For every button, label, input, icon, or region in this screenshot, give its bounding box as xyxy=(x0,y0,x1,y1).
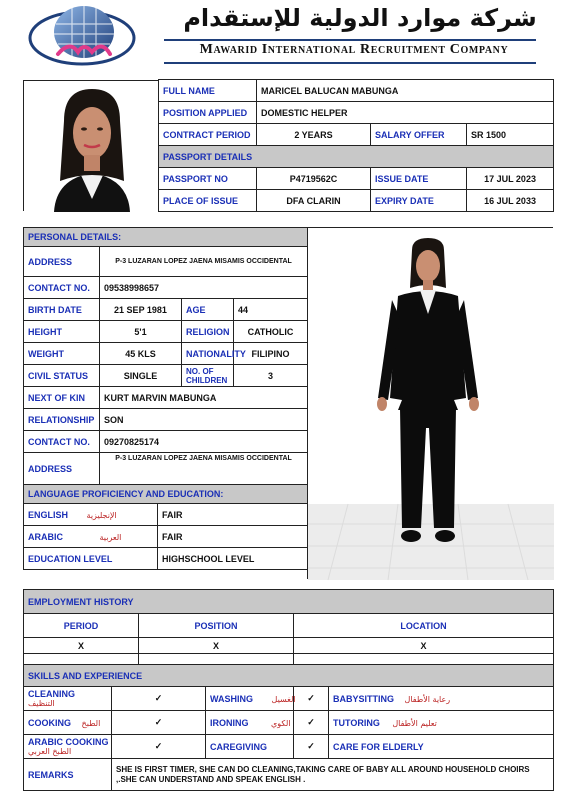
salary-value: SR 1500 xyxy=(467,124,554,146)
period-value: X xyxy=(24,638,139,654)
birth-date-label: BIRTH DATE xyxy=(24,299,100,321)
civil-status-label: CIVIL STATUS xyxy=(24,365,100,387)
cleaning-label: CLEANING xyxy=(28,688,75,699)
babysitting-arabic-label: رعاية الأطفال xyxy=(404,694,451,704)
tutoring-arabic-label: تعليم الأطفال xyxy=(392,718,437,728)
language-section-header: LANGUAGE PROFICIENCY AND EDUCATION: xyxy=(24,485,308,504)
babysitting-label-cell xyxy=(329,687,554,711)
arabic-cooking-arabic-label: الطبخ العربي xyxy=(28,746,72,756)
position-header: POSITION xyxy=(139,614,294,638)
issue-date-value: 17 JUL 2023 xyxy=(467,168,554,190)
children-value: 3 xyxy=(234,365,308,387)
english-level: FAIR xyxy=(158,504,308,526)
ironing-arabic-label: الكوي xyxy=(271,718,291,728)
full-name-label: FULL NAME xyxy=(159,80,257,102)
position-value: X xyxy=(139,638,294,654)
skills-section-header: SKILLS AND EXPERIENCE xyxy=(24,665,554,687)
passport-no-value: P4719562C xyxy=(257,168,371,190)
location-value: X xyxy=(294,638,554,654)
nationality-value: FILIPINO xyxy=(234,343,308,365)
salary-label: SALARY OFFER xyxy=(371,124,467,146)
cleaning-label-cell xyxy=(24,687,112,711)
tutoring-label-cell xyxy=(329,711,554,735)
tutoring-label: TUTORING xyxy=(333,717,380,728)
arabic-cooking-label: ARABIC COOKING xyxy=(28,736,109,747)
company-name-english: Mawarid International Recruitment Company xyxy=(199,42,509,57)
arabic-cooking-check: ✓ xyxy=(112,735,206,759)
passport-no-label: PASSPORT NO xyxy=(159,168,257,190)
period-header: PERIOD xyxy=(24,614,139,638)
english-label: ENGLISH xyxy=(28,509,69,520)
age-value: 44 xyxy=(234,299,308,321)
cooking-arabic-label: الطبخ xyxy=(81,718,101,728)
employment-blank-cell xyxy=(24,654,139,665)
applicant-info-table xyxy=(158,79,554,212)
caregiving-check: ✓ xyxy=(294,735,329,759)
full-body-photo xyxy=(307,227,553,579)
cooking-label-cell xyxy=(24,711,112,735)
contract-label: CONTRACT PERIOD xyxy=(159,124,257,146)
birth-date-value: 21 SEP 1981 xyxy=(100,299,182,321)
ironing-check: ✓ xyxy=(294,711,329,735)
kin-address-value: P-3 LUZARAN LOPEZ JAENA MISAMIS OCCIDENTAL xyxy=(100,453,308,485)
washing-arabic-label: الغسيل xyxy=(271,694,296,704)
personal-section-header: PERSONAL DETAILS: xyxy=(24,228,308,247)
place-of-issue-value: DFA CLARIN xyxy=(257,190,371,212)
washing-label-cell xyxy=(206,687,294,711)
age-label: AGE xyxy=(182,299,234,321)
kin-contact-value: 09270825174 xyxy=(100,431,308,453)
remarks-label: REMARKS xyxy=(24,759,112,791)
full-name-value: MARICEL BALUCAN MABUNGA xyxy=(257,80,554,102)
weight-label: WEIGHT xyxy=(24,343,100,365)
cleaning-check: ✓ xyxy=(112,687,206,711)
employment-blank-cell xyxy=(294,654,554,665)
expiry-date-value: 16 JUL 2033 xyxy=(467,190,554,212)
religion-value: CATHOLIC xyxy=(234,321,308,343)
kin-contact-label: CONTACT NO. xyxy=(24,431,100,453)
arabic-level: FAIR xyxy=(158,526,308,548)
address-label: ADDRESS xyxy=(24,247,100,277)
washing-label: WASHING xyxy=(210,693,254,704)
education-value: HIGHSCHOOL LEVEL xyxy=(158,548,308,570)
ironing-label-cell xyxy=(206,711,294,735)
babysitting-label: BABYSITTING xyxy=(333,693,395,704)
next-of-kin-value: KURT MARVIN MABUNGA xyxy=(100,387,308,409)
contract-value: 2 YEARS xyxy=(257,124,371,146)
height-value: 5'1 xyxy=(100,321,182,343)
arabic-label-cell xyxy=(24,526,158,548)
children-label: NO. OF CHILDREN xyxy=(182,365,234,387)
kin-address-label: ADDRESS xyxy=(24,453,100,485)
elderly-care-label: CARE FOR ELDERLY xyxy=(329,735,554,759)
arabic-label: ARABIC xyxy=(28,531,63,542)
arabic-cooking-label-cell xyxy=(24,735,112,759)
english-label-cell xyxy=(24,504,158,526)
remarks-value: SHE IS FIRST TIMER, SHE CAN DO CLEANING,TAKING CARE OF BABY ALL AROUND HOUSEHOLD CHOIRS ,.SHE CAN UNDERSTAND AND SPEAK ENGLISH . xyxy=(112,759,554,791)
weight-value: 45 KLS xyxy=(100,343,182,365)
relationship-label: RELATIONSHIP xyxy=(24,409,100,431)
education-label: EDUCATION LEVEL xyxy=(24,548,158,570)
caregiving-label: CAREGIVING xyxy=(206,735,294,759)
header-rule-top xyxy=(164,39,536,41)
passport-section-header: PASSPORT DETAILS xyxy=(159,146,554,168)
employment-skills-table xyxy=(23,589,554,791)
company-logo xyxy=(22,2,142,70)
height-label: HEIGHT xyxy=(24,321,100,343)
ironing-label: IRONING xyxy=(210,717,249,728)
personal-details-table xyxy=(23,227,308,570)
expiry-date-label: EXPIRY DATE xyxy=(371,190,467,212)
contact-label: CONTACT NO. xyxy=(24,277,100,299)
nationality-label: NATIONALITY xyxy=(182,343,234,365)
position-label: POSITION APPLIED xyxy=(159,102,257,124)
next-of-kin-label: NEXT OF KIN xyxy=(24,387,100,409)
relationship-value: SON xyxy=(100,409,308,431)
position-value: DOMESTIC HELPER xyxy=(257,102,554,124)
issue-date-label: ISSUE DATE xyxy=(371,168,467,190)
cooking-check: ✓ xyxy=(112,711,206,735)
civil-status-value: SINGLE xyxy=(100,365,182,387)
english-arabic-label: الإنجليزية xyxy=(86,510,117,520)
place-of-issue-label: PLACE OF ISSUE xyxy=(159,190,257,212)
cooking-label: COOKING xyxy=(28,717,72,728)
washing-check: ✓ xyxy=(294,687,329,711)
company-name-arabic: شركة موارد الدولية للإستقدام xyxy=(183,4,537,32)
portrait-photo xyxy=(23,80,158,211)
header-rule-bottom xyxy=(164,62,536,64)
employment-blank-cell xyxy=(139,654,294,665)
contact-value: 09538998657 xyxy=(100,277,308,299)
religion-label: RELIGION xyxy=(182,321,234,343)
employment-section-header: EMPLOYMENT HISTORY xyxy=(24,590,554,614)
cleaning-arabic-label: التنظيف xyxy=(28,698,55,708)
location-header: LOCATION xyxy=(294,614,554,638)
address-value: P-3 LUZARAN LOPEZ JAENA MISAMIS OCCIDENTAL xyxy=(100,247,308,277)
arabic-arabic-label: العربية xyxy=(99,532,122,542)
